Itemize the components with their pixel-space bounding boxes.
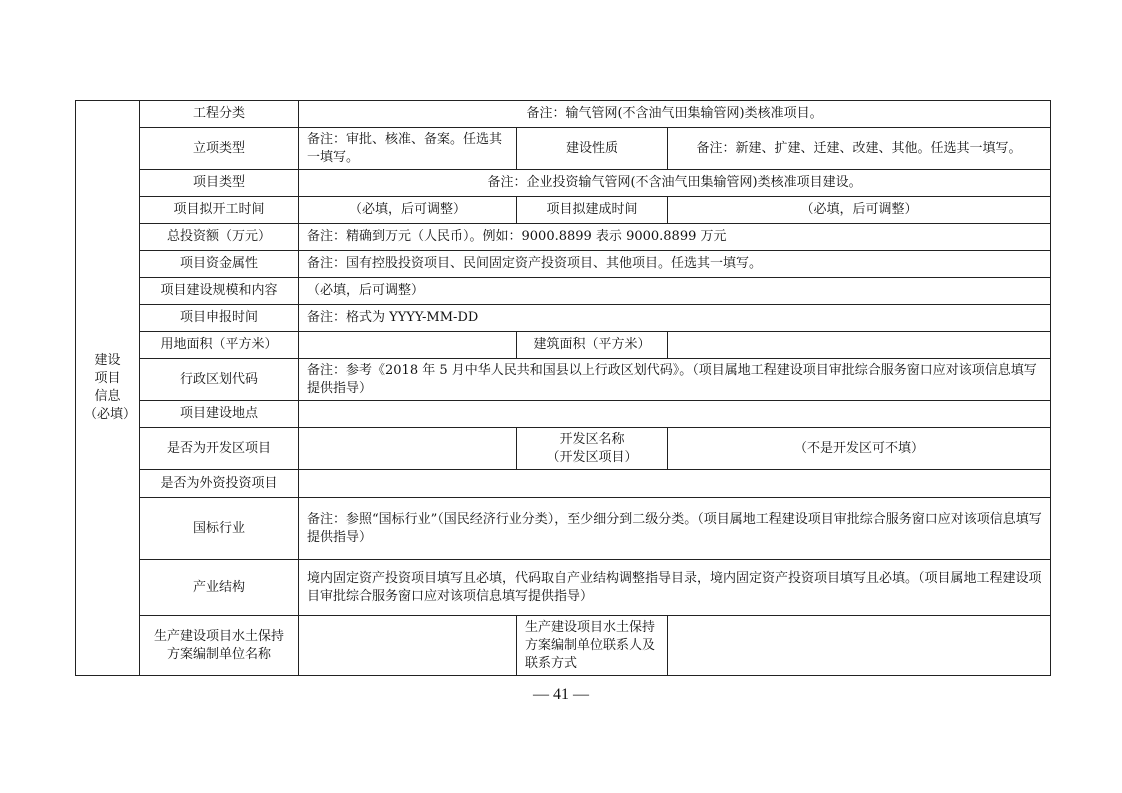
row-project-category xyxy=(76,101,1051,128)
value-construction-nature[interactable]: 备注：新建、扩建、迁建、改建、其他。任选其一填写。 xyxy=(668,128,1051,170)
value-approval-type[interactable]: 备注：审批、核准、备案。任选其一填写。 xyxy=(299,128,517,170)
label-construction-nature: 建设性质 xyxy=(517,128,668,170)
label-is-dev-zone: 是否为开发区项目 xyxy=(140,428,299,470)
label-scale-content: 项目建设规模和内容 xyxy=(140,278,299,305)
label-planned-completion: 项目拟建成时间 xyxy=(517,197,668,224)
row-scale-content xyxy=(76,278,1051,305)
value-admin-code[interactable]: 备注：参考《2018 年 5 月中华人民共和国县以上行政区划代码》。（项目属地工程建设项目审批综合服务窗口应对该项信息填写提供指导） xyxy=(299,359,1051,401)
value-planned-start[interactable]: （必填，后可调整） xyxy=(299,197,517,224)
value-soil-plan-unit[interactable] xyxy=(299,616,517,676)
value-soil-plan-contact[interactable] xyxy=(668,616,1051,676)
value-dev-zone-name[interactable]: （不是开发区可不填） xyxy=(668,428,1051,470)
label-approval-type: 立项类型 xyxy=(140,128,299,170)
label-location: 项目建设地点 xyxy=(140,401,299,428)
value-building-area[interactable] xyxy=(668,332,1051,359)
label-soil-plan-unit xyxy=(140,616,299,676)
label-soil-plan-unit-line2: 方案编制单位名称 xyxy=(166,646,271,662)
label-dev-zone-name-line1: 开发区名称 xyxy=(559,431,625,447)
row-total-investment xyxy=(76,224,1051,251)
value-project-type[interactable]: 备注：企业投资输气管网(不含油气田集输管网)类核准项目建设。 xyxy=(299,170,1051,197)
row-dev-zone xyxy=(76,428,1051,470)
section-label-cell xyxy=(76,101,140,676)
label-project-category: 工程分类 xyxy=(140,101,299,128)
row-foreign-investment xyxy=(76,470,1051,498)
label-total-investment: 总投资额（万元） xyxy=(140,224,299,251)
row-area xyxy=(76,332,1051,359)
value-fund-attribute[interactable]: 备注：国有控股投资项目、民间固定资产投资项目、其他项目。任选其一填写。 xyxy=(299,251,1051,278)
label-application-date: 项目申报时间 xyxy=(140,305,299,332)
label-dev-zone-name xyxy=(517,428,668,470)
project-info-table xyxy=(75,100,1051,676)
value-scale-content[interactable]: （必填，后可调整） xyxy=(299,278,1051,305)
label-land-area: 用地面积（平方米） xyxy=(140,332,299,359)
value-is-dev-zone[interactable] xyxy=(299,428,517,470)
label-soil-plan-contact: 生产建设项目水土保持方案编制单位联系人及联系方式 xyxy=(517,616,668,676)
section-label-line3: 信息 xyxy=(94,389,121,404)
value-land-area[interactable] xyxy=(299,332,517,359)
row-admin-code xyxy=(76,359,1051,401)
label-building-area: 建筑面积（平方米） xyxy=(517,332,668,359)
row-industrial-structure xyxy=(76,560,1051,616)
value-foreign-investment[interactable] xyxy=(299,470,1051,498)
label-project-type: 项目类型 xyxy=(140,170,299,197)
label-foreign-investment: 是否为外资投资项目 xyxy=(140,470,299,498)
value-industry[interactable]: 备注：参照“国标行业”（国民经济行业分类），至少细分到二级分类。（项目属地工程建设项目审批综合服务窗口应对该项信息填写提供指导） xyxy=(299,498,1051,560)
label-planned-start: 项目拟开工时间 xyxy=(140,197,299,224)
label-admin-code: 行政区划代码 xyxy=(140,359,299,401)
section-label-line4: （必填） xyxy=(84,407,137,422)
label-dev-zone-name-line2: （开发区项目） xyxy=(546,449,638,465)
label-fund-attribute: 项目资金属性 xyxy=(140,251,299,278)
section-label-line1: 建设 xyxy=(94,353,121,368)
value-planned-completion[interactable]: （必填，后可调整） xyxy=(668,197,1051,224)
row-industry xyxy=(76,498,1051,560)
value-project-category[interactable]: 备注：输气管网(不含油气田集输管网)类核准项目。 xyxy=(299,101,1051,128)
row-location xyxy=(76,401,1051,428)
section-label-line2: 项目 xyxy=(94,371,121,386)
row-soil-conservation xyxy=(76,616,1051,676)
value-total-investment[interactable]: 备注：精确到万元（人民币）。例如：9000.8899 表示 9000.8899 万元 xyxy=(299,224,1051,251)
value-location[interactable] xyxy=(299,401,1051,428)
label-soil-plan-unit-line1: 生产建设项目水土保持 xyxy=(153,628,284,644)
label-industrial-structure: 产业结构 xyxy=(140,560,299,616)
label-industry: 国标行业 xyxy=(140,498,299,560)
value-industrial-structure[interactable]: 境内固定资产投资项目填写且必填，代码取自产业结构调整指导目录，境内固定资产投资项目填写且必填。（项目属地工程建设项目审批综合服务窗口应对该项信息填写提供指导） xyxy=(299,560,1051,616)
value-application-date[interactable]: 备注：格式为 YYYY-MM-DD xyxy=(299,305,1051,332)
row-approval-type xyxy=(76,128,1051,170)
row-project-type xyxy=(76,170,1051,197)
row-fund-attribute xyxy=(76,251,1051,278)
row-schedule xyxy=(76,197,1051,224)
row-application-date xyxy=(76,305,1051,332)
page-number: — 41 — xyxy=(533,686,589,703)
